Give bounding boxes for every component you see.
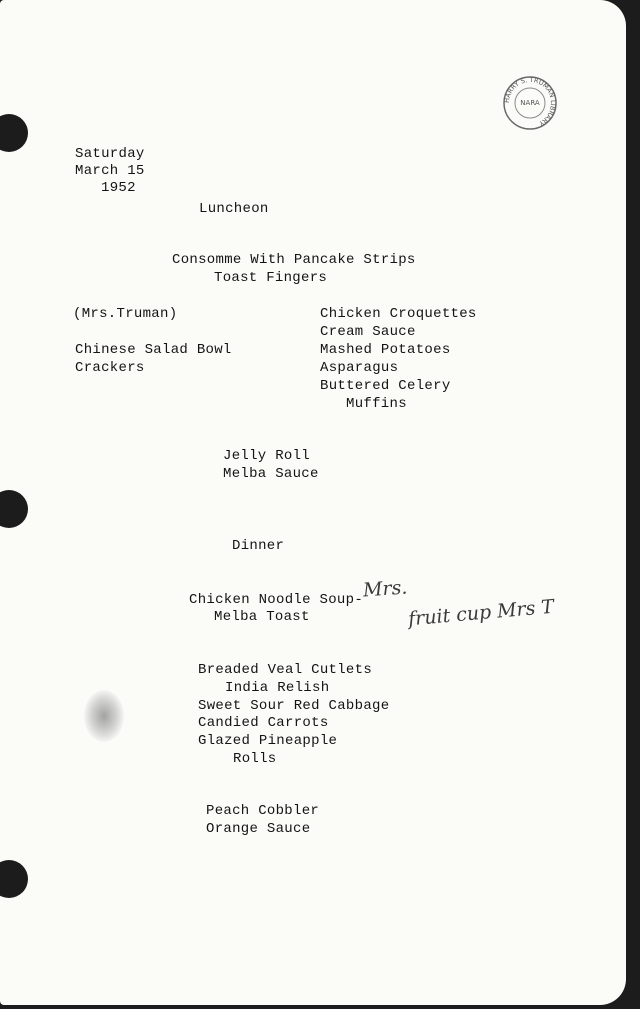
dinner-heading: Dinner	[232, 538, 285, 554]
stamp-outer-text: HARRY S. TRUMAN LIBRARY	[502, 75, 558, 128]
handwritten-note: Mrs.	[362, 576, 409, 602]
dinner-main-item: Candied Carrots	[198, 715, 329, 731]
day-label: Saturday	[75, 146, 145, 162]
date-label: March 15	[75, 163, 145, 179]
luncheon-right-item: Mashed Potatoes	[320, 342, 451, 358]
dinner-main-item: Sweet Sour Red Cabbage	[198, 698, 390, 714]
dinner-dessert: Peach Cobbler	[206, 803, 320, 819]
year-label: 1952	[101, 180, 136, 196]
stamp-inner-text: NARA	[520, 99, 540, 107]
dinner-main-item: Rolls	[233, 751, 277, 767]
luncheon-right-item: Asparagus	[320, 360, 399, 376]
ink-smudge	[84, 690, 124, 742]
luncheon-left-item: Chinese Salad Bowl	[75, 342, 232, 358]
luncheon-soup: Consomme With Pancake Strips	[172, 252, 416, 268]
dinner-main-item: India Relish	[225, 680, 330, 696]
mrs-truman-note: (Mrs.Truman)	[73, 306, 178, 322]
luncheon-right-item: Chicken Croquettes	[320, 306, 477, 322]
punch-hole	[0, 490, 28, 528]
library-stamp-seal	[502, 75, 558, 131]
luncheon-left-item: Crackers	[75, 360, 145, 376]
luncheon-right-item: Buttered Celery	[320, 378, 451, 394]
luncheon-dessert: Jelly Roll	[223, 448, 311, 464]
dinner-main-item: Breaded Veal Cutlets	[198, 662, 373, 678]
punch-hole	[0, 860, 28, 898]
dinner-soup-side: Melba Toast	[214, 609, 310, 625]
punch-hole	[0, 114, 28, 152]
luncheon-right-item: Cream Sauce	[320, 324, 416, 340]
dinner-dessert-sauce: Orange Sauce	[206, 821, 311, 837]
luncheon-right-item: Muffins	[346, 396, 407, 412]
handwritten-note: fruit cup Mrs T	[407, 595, 555, 631]
dinner-main-item: Glazed Pineapple	[198, 733, 338, 749]
luncheon-dessert-sauce: Melba Sauce	[223, 466, 319, 482]
luncheon-heading: Luncheon	[199, 201, 269, 217]
luncheon-soup-side: Toast Fingers	[214, 270, 328, 286]
dinner-soup: Chicken Noodle Soup-	[189, 592, 364, 608]
